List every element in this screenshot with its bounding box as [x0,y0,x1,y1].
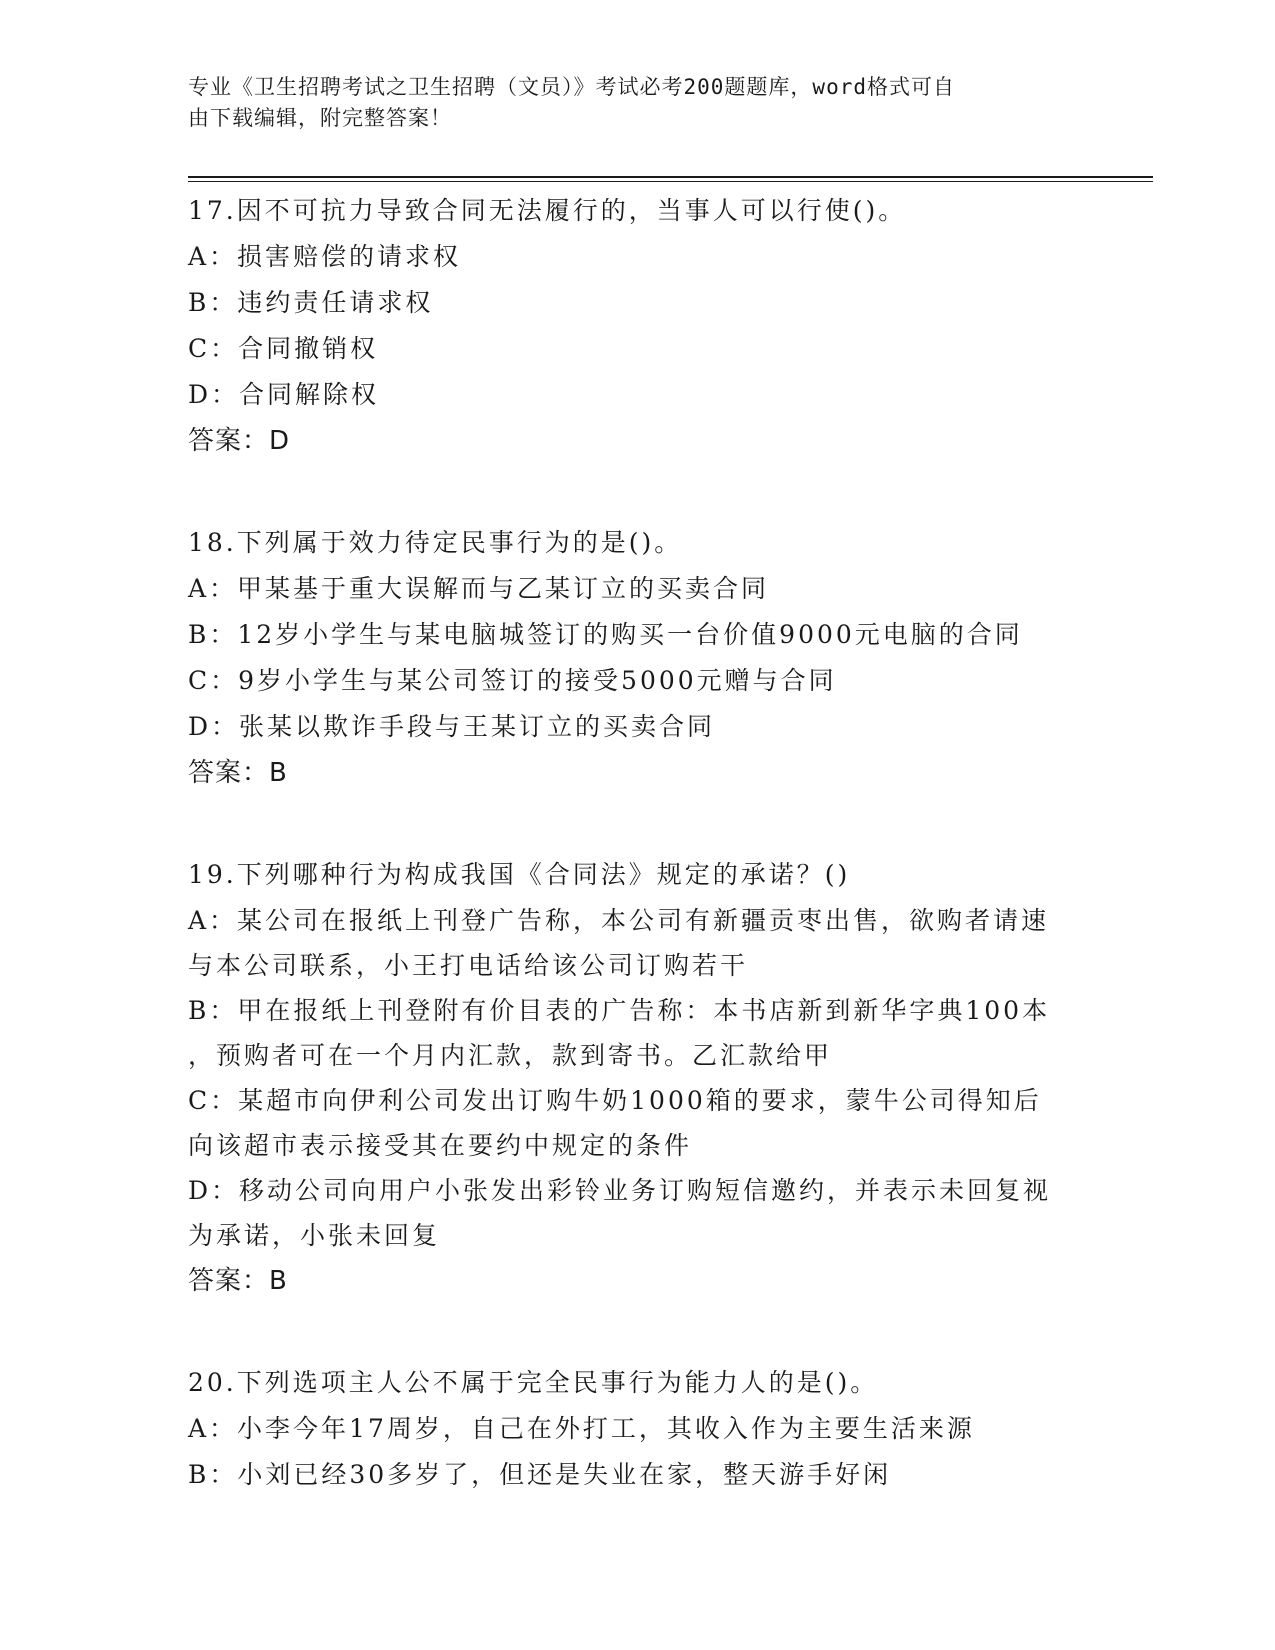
option-c: C：某超市向伊利公司发出订购牛奶1000箱的要求，蒙牛公司得知后 [188,1086,1042,1115]
option-c: C：合同撤销权 [188,334,379,363]
answer-label: 答案：D [188,426,291,456]
question-stem: 19.下列哪种行为构成我国《合同法》规定的承诺？() [188,860,851,889]
option-b: B：违约责任请求权 [188,288,434,317]
header-divider-thin [188,181,1153,182]
document-header [188,72,1088,134]
question-17 [188,188,1078,464]
option-a: A：小李今年17周岁，自己在外打工，其收入作为主要生活来源 [188,1414,975,1443]
question-stem: 18.下列属于效力待定民事行为的是()。 [188,528,683,557]
option-d-continued: 为承诺，小张未回复 [188,1221,441,1250]
header-divider-thick [188,176,1153,178]
answer-label: 答案：B [188,758,288,788]
question-list [188,188,1078,1498]
option-c-continued: 向该超市表示接受其在要约中规定的条件 [188,1131,693,1160]
header-line-1: 专业《卫生招聘考试之卫生招聘（文员）》考试必考200题题库，word格式可自 [188,75,955,99]
question-19 [188,852,1078,1304]
option-a: A：损害赔偿的请求权 [188,242,462,271]
option-d: D：移动公司向用户小张发出彩铃业务订购短信邀约，并表示未回复视 [188,1176,1052,1205]
question-stem: 17.因不可抗力导致合同无法履行的，当事人可以行使()。 [188,196,907,225]
question-stem: 20.下列选项主人公不属于完全民事行为能力人的是()。 [188,1368,879,1397]
option-b: B：12岁小学生与某电脑城签订的购买一台价值9000元电脑的合同 [188,620,1023,649]
question-spacer [188,464,1078,520]
header-line-2: 由下载编辑，附完整答案！ [188,106,452,130]
question-spacer [188,1304,1078,1360]
option-a: A：甲某基于重大误解而与乙某订立的买卖合同 [188,574,770,603]
option-c: C：9岁小学生与某公司签订的接受5000元赠与合同 [188,666,837,695]
option-b: B：甲在报纸上刊登附有价目表的广告称：本书店新到新华字典100本 [188,996,1051,1025]
option-b-continued: ，预购者可在一个月内汇款，款到寄书。乙汇款给甲 [188,1041,833,1070]
option-d: D：张某以欺诈手段与王某订立的买卖合同 [188,712,716,741]
question-20 [188,1360,1078,1498]
question-spacer [188,796,1078,852]
question-18 [188,520,1078,796]
answer-label: 答案：B [188,1266,288,1296]
option-d: D：合同解除权 [188,380,380,409]
option-a: A：某公司在报纸上刊登广告称，本公司有新疆贡枣出售，欲购者请速 [188,906,1050,935]
option-b: B：小刘已经30多岁了，但还是失业在家，整天游手好闲 [188,1460,892,1489]
option-a-continued: 与本公司联系，小王打电话给该公司订购若干 [188,951,749,980]
